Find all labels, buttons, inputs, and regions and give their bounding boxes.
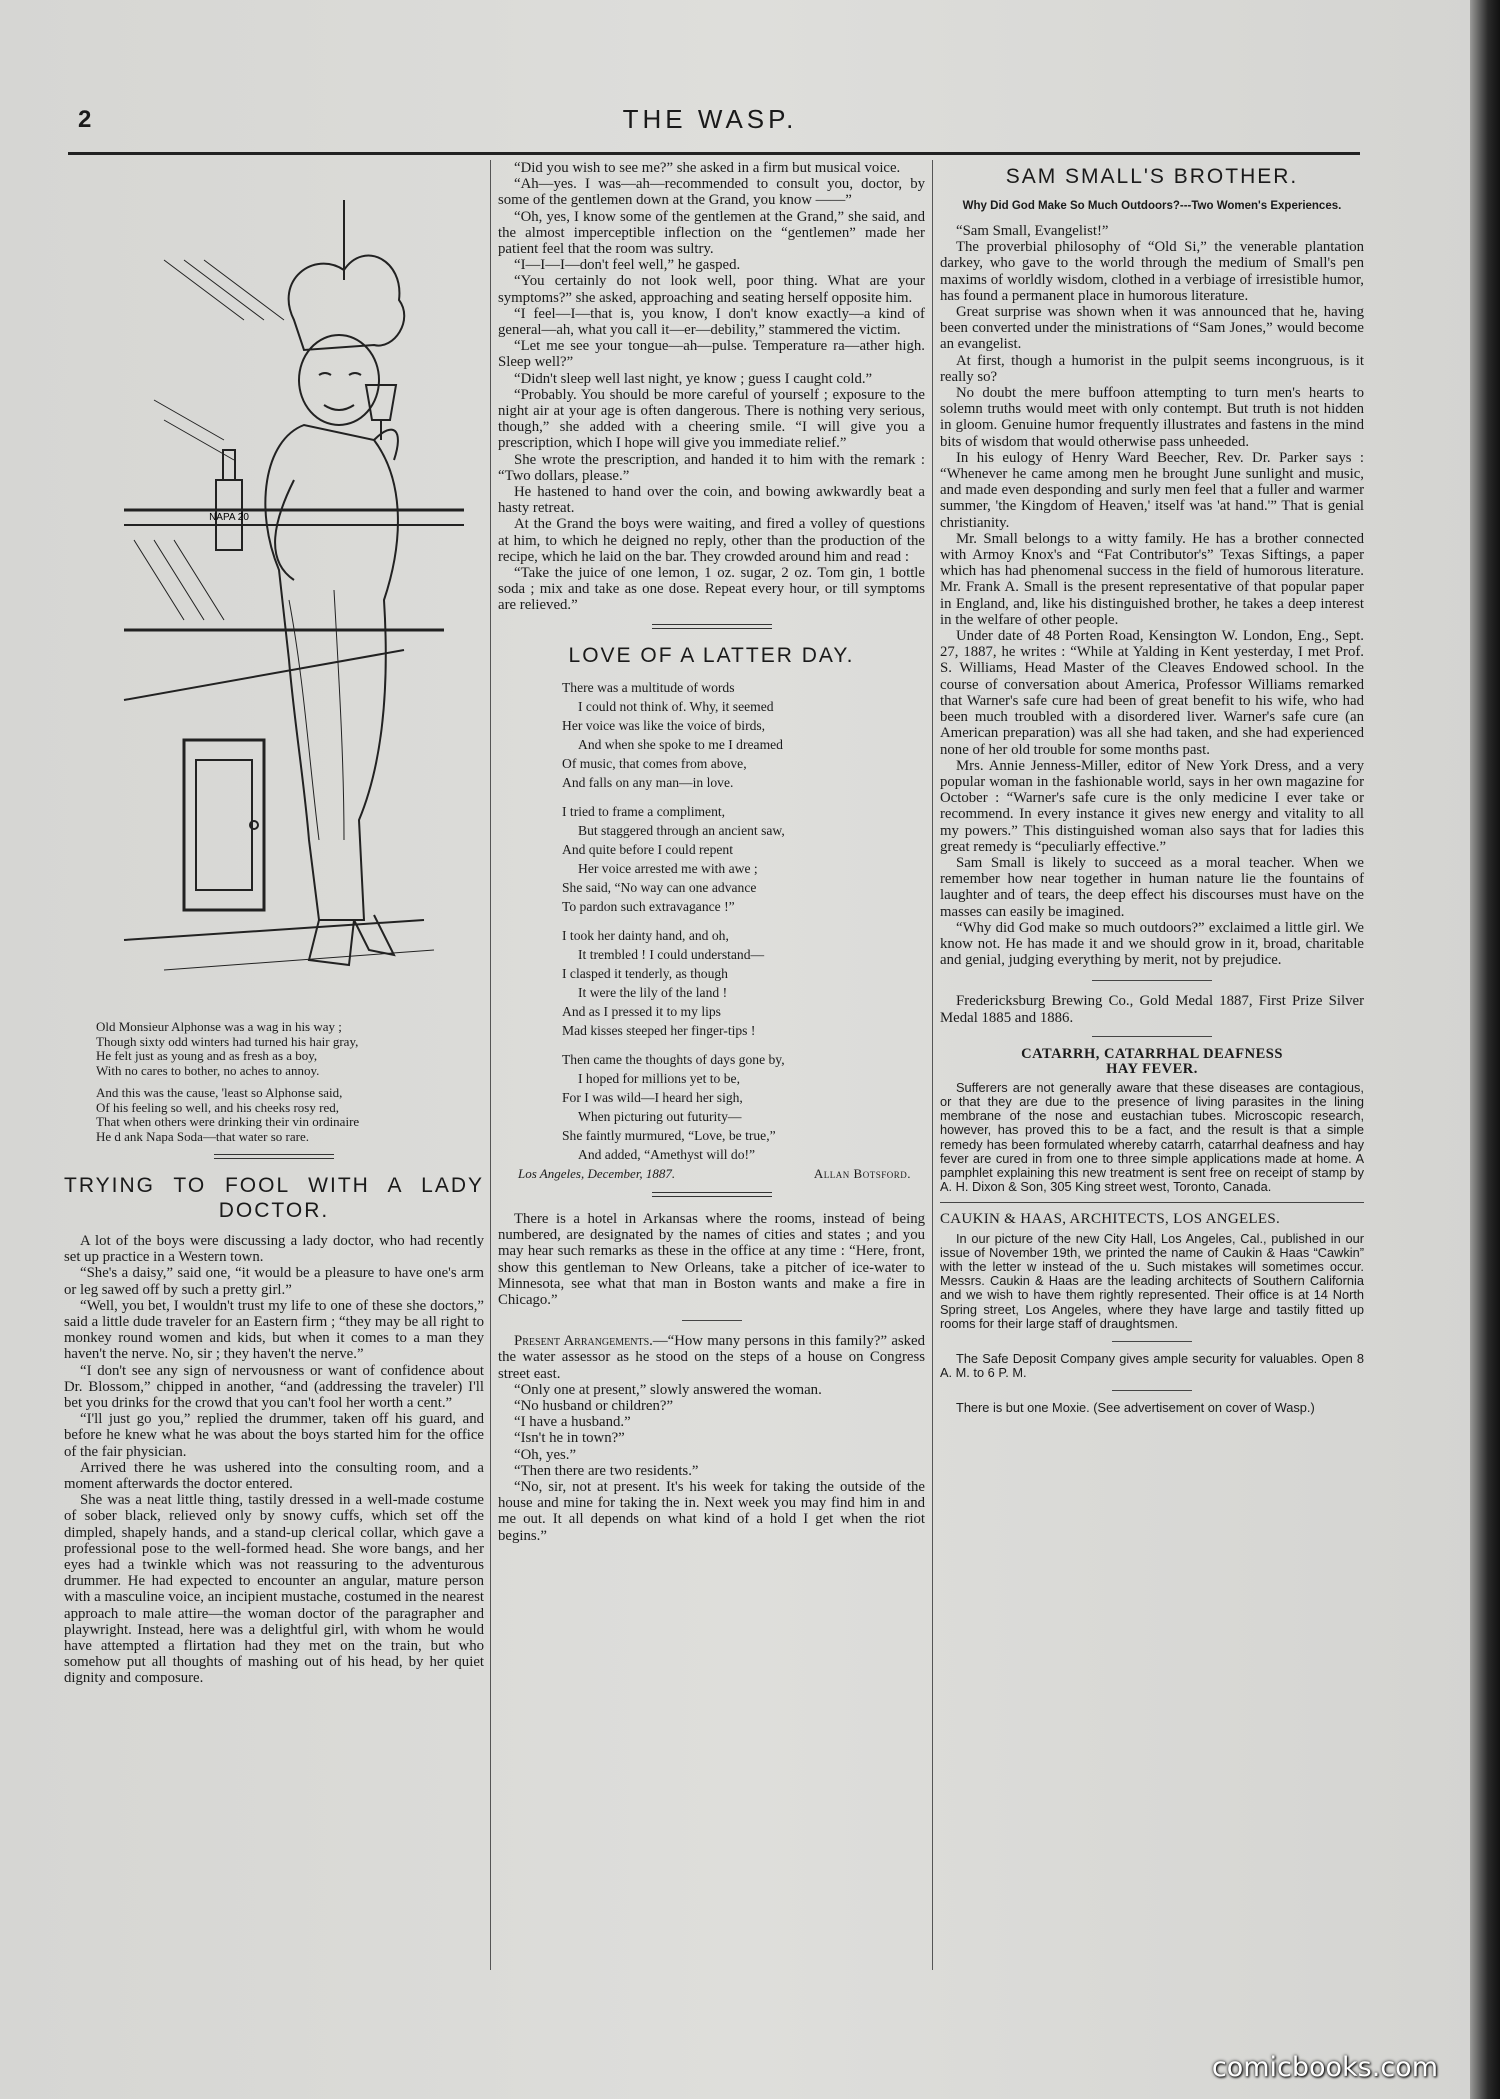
poem-line: And when she spoke to me I dreamed bbox=[578, 736, 783, 752]
paragraph: “Probably. You should be more careful of yourself ; exposure to the night air at your age is often dangerous. There is nothing very serious, though,” she added with a cheering smile. “I will give you a prescription, which I hope will give you immediate relief.” bbox=[498, 386, 925, 452]
column-3 bbox=[940, 160, 1364, 1416]
poem-line: She faintly murmured, “Love, be true,” bbox=[562, 1127, 776, 1143]
paragraph: “I don't see any sign of nervousness or want of confidence about Dr. Blossom,” chipped in another, “and (addressing the traveler) I'll bet you drinks for the crowd that you can't fool her worth a cent.” bbox=[64, 1362, 484, 1412]
paragraph: There is a hotel in Arkansas where the rooms, instead of being numbered, are designated by the names of cities and states ; and you may hear such remarks as these in the office at any time : “Here, front, show this gentleman to New Orleans, take a pitcher of ice-water to Minnesota, see what that man in Boston wants and make a fire in Chicago.” bbox=[498, 1210, 925, 1308]
bottle-label: NAPA 20 bbox=[209, 512, 249, 523]
paragraph: Mrs. Annie Jenness-Miller, editor of New York Dress, and a very popular woman in the fashionable world, says in her own magazine for October : “Warner's safe cure is the only medicine I ever take or recommend. In every instance it gives new energy and vitality to all my powers.” This distinguished woman also says that for ladies this great remedy is “peculiarly effective.” bbox=[940, 757, 1364, 855]
poem-author: Allan Botsford. bbox=[813, 1165, 911, 1181]
paragraph: “Take the juice of one lemon, 1 oz. sugar, 2 oz. Tom gin, 1 bottle soda ; mix and take as one dose. Repeat every hour, or till symptoms are relieved.” bbox=[498, 565, 925, 614]
chef-drawing bbox=[104, 180, 504, 1000]
paragraph bbox=[498, 1333, 925, 1382]
poem bbox=[562, 678, 925, 1164]
paragraph: He hastened to hand over the coin, and bowing awkwardly beat a hasty retreat. bbox=[498, 484, 925, 517]
section-rule bbox=[652, 1192, 772, 1197]
paragraph: No doubt the mere buffoon attempting to turn men's hearts to solemn truths would meet with only contempt. But truth is not hidden in gloom. Genuine humor frequently illustrates and fastens in the mind bits of wisdom that would otherwise pass unheeded. bbox=[940, 385, 1364, 450]
poem-line: For I was wild—I heard her sigh, bbox=[562, 1089, 743, 1105]
column-divider bbox=[932, 160, 933, 1970]
paragraph: “You certainly do not look well, poor thing. What are your symptoms?” she asked, approaching and seating herself opposite him. bbox=[498, 273, 925, 306]
section-rule bbox=[1092, 980, 1212, 981]
site-watermark: comicbooks.com bbox=[1211, 2052, 1438, 2083]
caption-line: He d ank Napa Soda—that water so rare. bbox=[96, 1128, 309, 1144]
caption-line: Old Monsieur Alphonse was a wag in his way ; bbox=[96, 1019, 342, 1034]
poem-line: But staggered through an ancient saw, bbox=[578, 822, 785, 838]
paragraph: At the Grand the boys were waiting, and fired a volley of questions at him, to which he deigned no reply, other than the production of the recipe, which he laid on the bar. They crowded around him and read : bbox=[498, 516, 925, 565]
caption-line: And this was the cause, 'least so Alphonse said, bbox=[96, 1085, 343, 1100]
paragraph: “Sam Small, Evangelist!” bbox=[956, 223, 1109, 239]
paragraph: The proverbial philosophy of “Old Si,” the venerable plantation darkey, who gave to the world through the medium of Small's pen maxims of worldly wisdom, clothed in a verbiage of irresistible humor, has found a permanent place in humorous literature. bbox=[940, 239, 1364, 304]
caption-line: That when others were drinking their vin ordinaire bbox=[96, 1114, 360, 1129]
paragraph: “I feel—I—that is, you know, I don't know exactly—a kind of general—ah, what you call it—er—debility,” stammered the victim. bbox=[498, 305, 925, 339]
caption-line: He felt just as young and as fresh as a boy, bbox=[96, 1048, 318, 1063]
binding-spine bbox=[1470, 0, 1500, 2099]
poem-line: She said, “No way can one advance bbox=[562, 879, 757, 895]
poem-line: Her voice arrested me with awe ; bbox=[578, 860, 758, 876]
poem-line: I tried to frame a compliment, bbox=[562, 803, 726, 819]
column-1 bbox=[64, 160, 484, 1687]
header-rule bbox=[68, 152, 1360, 155]
poem-place: Los Angeles, December, 1887. bbox=[518, 1165, 676, 1181]
poem-signoff bbox=[518, 1166, 911, 1182]
section-rule bbox=[1112, 1341, 1192, 1342]
paragraph: “Ah—yes. I was—ah—recommended to consult you, doctor, by some of the gentlemen down at the Grand, you know ——” bbox=[498, 176, 925, 209]
paragraph: She was a neat little thing, tastily dressed in a well-made costume of sober black, relieved only by snowy cuffs, which set off the dimpled, shapely hands, and a stand-up clerical collar, which gave a professional pose to the well-formed head. She wore bangs, and her eyes had a twinkle which was not reassuring to the adventurous drummer. He had expected to encounter an angular, mature person with a masculine voice, an incipient mustache, costumed in the nearest approach to male attire—the woman doctor of the paragrapher and playwright. Instead, here was a delightful girl, with whom he would have attempted a flirtation had they met on the train, but who somehow put all thoughts of mashing out of his head, by her quiet dignity and composure. bbox=[64, 1492, 484, 1687]
paragraph: “Why did God make so much outdoors?” exclaimed a little girl. We know not. He has made it and we should grow in it, broad, charitable and genial, judging everything by merit, not by prejudice. bbox=[940, 919, 1364, 969]
paragraph: “Did you wish to see me?” she asked in a firm but musical voice. bbox=[514, 160, 901, 176]
moxie-notice: There is but one Moxie. (See advertisement on cover of Wasp.) bbox=[956, 1400, 1315, 1416]
paragraph: “No husband or children?” bbox=[514, 1397, 674, 1414]
paragraph: Mr. Small belongs to a witty family. He has a brother connected with Armoy Knox's and “Fat Contributor's” Texas Siftings, a paper which has had phenomenal success in the field of humorous literature. Mr. Frank A. Small is the present representative of that popular paper in England, and, like his distinguished brother, he takes a deep interest in the welfare of other people. bbox=[940, 530, 1364, 628]
masthead-title: THE WASP. bbox=[622, 104, 798, 134]
paragraph: “Isn't he in town?” bbox=[514, 1430, 625, 1447]
section-rule bbox=[652, 624, 772, 629]
poem-line: I took her dainty hand, and oh, bbox=[562, 927, 729, 943]
paragraph: “Didn't sleep well last night, ye know ; guess I caught cold.” bbox=[514, 370, 873, 387]
article-title: SAM SMALL'S BROTHER. bbox=[1005, 165, 1299, 188]
poem-line: And falls on any man—in love. bbox=[562, 774, 734, 790]
paragraph: “She's a daisy,” said one, “it would be a pleasure to have one's arm or leg sawed off by such a pretty girl.” bbox=[64, 1265, 484, 1298]
poem-line: To pardon such extravagance !” bbox=[562, 898, 735, 914]
page-number: 2 bbox=[78, 106, 92, 133]
paragraph: “Only one at present,” slowly answered the woman. bbox=[514, 1381, 822, 1398]
caption-line: Of his feeling so well, and his cheeks rosy red, bbox=[96, 1099, 339, 1115]
poem-line: Mad kisses steeped her finger-tips ! bbox=[562, 1022, 756, 1038]
poem-line: There was a multitude of words bbox=[562, 679, 735, 695]
section-rule bbox=[214, 1154, 334, 1159]
poem-line: When picturing out futurity— bbox=[578, 1108, 742, 1124]
caukin-notice: In our picture of the new City Hall, Los Angeles, Cal., published in our issue of November 19th, we printed the name of Caukin & Haas “Cawkin” with the letter w instead of the u. Such mistakes will sometimes occur. Messrs. Caukin & Haas are the leading architects of Southern California and we wish to have them rightly represented. Their office is at 14 North Spring street, Los Angeles, where they have large and tastily fitted up rooms for their large staff of draughtsmen. bbox=[940, 1230, 1364, 1331]
article-subtitle: Why Did God Make So Much Outdoors?---Two Women's Experiences. bbox=[962, 200, 1342, 212]
paragraph: “Oh, yes, I know some of the gentlemen at the Grand,” she said, and the almost imperceptible inflection on the “gentlemen” made her patient feel that the room was sultry. bbox=[498, 208, 925, 258]
catarrh-heading bbox=[940, 1047, 1364, 1077]
column-2 bbox=[498, 160, 925, 1544]
poem-line: Her voice was like the voice of birds, bbox=[562, 717, 766, 733]
paragraph: “No, sir, not at present. It's his week for taking the outside of the house and mine for taking the in. Next week you may find him in and me out. It all depends on what kind of a hold I get when the riot begins.” bbox=[498, 1478, 925, 1544]
poem-line: And added, “Amethyst will do!” bbox=[578, 1146, 756, 1162]
catarrh-heading-line: CATARRH, CATARRHAL DEAFNESS bbox=[1021, 1045, 1283, 1062]
paragraph: In his eulogy of Henry Ward Beecher, Rev. Dr. Parker says : “Whenever he came among men he brought June sunlight and music, and made even desponding and surly men feel that a fuller and warmer summer, 'the Kingdom of Heaven,' itself was 'at hand.'” That is genial christianity. bbox=[940, 449, 1364, 531]
poem-line: It trembled ! I could understand— bbox=[578, 946, 765, 962]
poem-line: Of music, that comes from above, bbox=[562, 755, 747, 771]
poem-line: Then came the thoughts of days gone by, bbox=[562, 1051, 785, 1067]
paragraph: “Oh, yes.” bbox=[514, 1446, 577, 1463]
section-rule bbox=[1092, 1036, 1212, 1037]
safe-deposit-notice: The Safe Deposit Company gives ample security for valuables. Open 8 A. M. to 6 P. M. bbox=[940, 1351, 1364, 1381]
story-title: TRYING TO FOOL WITH A LADY DOCTOR. bbox=[64, 1174, 484, 1222]
poem-title: LOVE OF A LATTER DAY. bbox=[568, 643, 855, 667]
paragraph: “I'll just go you,” replied the drummer, taken off his guard, and before he knew what he was about the boys started him for the office of the fair physician. bbox=[64, 1411, 484, 1460]
poem-line: It were the lily of the land ! bbox=[578, 984, 728, 1000]
poem-line: And quite before I could repent bbox=[562, 841, 733, 857]
section-rule bbox=[682, 1320, 742, 1321]
illustration-caption bbox=[96, 1020, 484, 1144]
section-rule bbox=[1112, 1390, 1192, 1391]
poem-line: I hoped for millions yet to be, bbox=[578, 1070, 740, 1086]
paragraph: Under date of 48 Porten Road, Kensington W. London, Eng., Sept. 27, 1887, he writes : “While at Yalding in Kent yesterday, I met Prof. S. Williams, Head Master of the Cleaves Endowed school. In the course of conversation about America, Professor Williams remarked that Warner's safe cure had been of great benefit to his wife, who had been much troubled with a disordered liver. Warner's safe cure (an American preparation) was all she had taken, and she had experienced none of her old trouble for some months past. bbox=[940, 628, 1364, 758]
paragraph: A lot of the boys were discussing a lady doctor, who had recently set up practice in a Western town. bbox=[64, 1233, 484, 1266]
paragraph: “I—I—I—don't feel well,” he gasped. bbox=[514, 257, 741, 274]
catarrh-ad: Sufferers are not generally aware that these diseases are contagious, or that they are due to the presence of living parasites in the lining membrane of the nose and eustachian tubes. Microscopic research, however, has proved this to be a fact, and the result is that a simple remedy has been formulated whereby catarrh, catarrhal deafness and hay fever are cured in from one to three simple applications made at home. A pamphlet explaining this new treatment is sent free on receipt of stamp by A. H. Dixon & Son, 305 King street west, Toronto, Canada. bbox=[940, 1079, 1364, 1195]
present-text: —“How many persons in this family?” asked the water assessor as he stood on the steps of a house on Congress street east. bbox=[498, 1333, 926, 1382]
paragraph: “Then there are two residents.” bbox=[514, 1462, 699, 1479]
present-lead: Present Arrangements. bbox=[514, 1333, 653, 1350]
chef-illustration bbox=[104, 180, 504, 1000]
paragraph: Arrived there he was ushered into the consulting room, and a moment afterwards the doctor entered. bbox=[64, 1459, 484, 1493]
brewing-notice: Fredericksburg Brewing Co., Gold Medal 1887, First Prize Silver Medal 1885 and 1886. bbox=[940, 993, 1364, 1026]
poem-line: I could not think of. Why, it seemed bbox=[578, 698, 774, 714]
caukin-heading: CAUKIN & HAAS, ARCHITECTS, LOS ANGELES. bbox=[940, 1211, 1281, 1228]
paragraph: “Well, you bet, I wouldn't trust my life to one of these she doctors,” said a little dude traveler for an Eastern firm ; “they may be all right to monkey round women and kids, but when it comes to a man they haven't the nerve. No, sir ; they haven't the nerve.” bbox=[64, 1297, 484, 1363]
paragraph: Sam Small is likely to succeed as a moral teacher. When we remember how near together in human nature lie the fountains of laughter and of tears, the deep effect his discourses must have on the masses can easily be imagined. bbox=[940, 854, 1364, 920]
paragraph: Great surprise was shown when it was announced that he, having been converted under the ministrations of “Sam Jones,” would become an evangelist. bbox=[940, 304, 1364, 353]
section-rule bbox=[940, 1202, 1364, 1203]
paragraph: She wrote the prescription, and handed it to him with the remark : “Two dollars, please.” bbox=[498, 451, 925, 484]
paragraph: At first, though a humorist in the pulpit seems incongruous, is it really so? bbox=[940, 352, 1364, 385]
poem-line: And as I pressed it to my lips bbox=[562, 1003, 721, 1019]
caption-line: Though sixty odd winters had turned his hair gray, bbox=[96, 1033, 359, 1049]
paragraph: “Let me see your tongue—ah—pulse. Temperature ra—ather high. Sleep well?” bbox=[498, 338, 925, 371]
poem-line: I clasped it tenderly, as though bbox=[562, 965, 728, 981]
caption-line: With no cares to bother, no aches to annoy. bbox=[96, 1062, 320, 1078]
catarrh-heading-line: HAY FEVER. bbox=[1106, 1060, 1198, 1077]
paragraph: “I have a husband.” bbox=[514, 1414, 631, 1431]
